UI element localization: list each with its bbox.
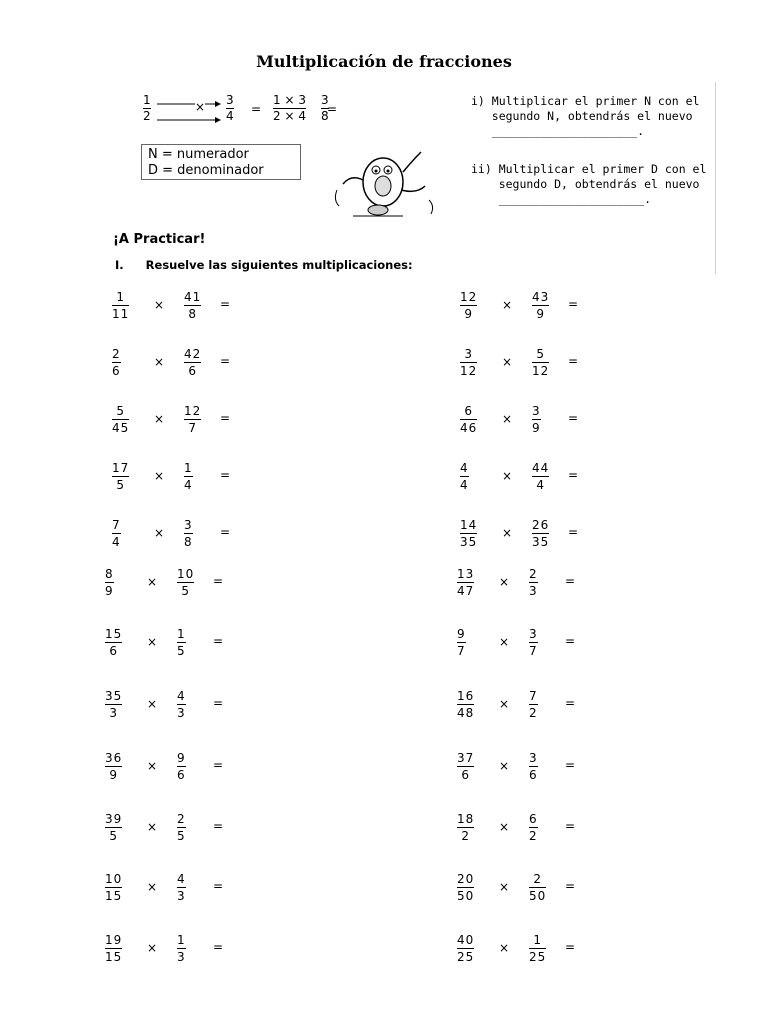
- denominator: 46: [460, 421, 478, 435]
- numerator: 43: [532, 290, 550, 304]
- denominator: 6: [109, 644, 118, 658]
- fraction-bar: [529, 642, 538, 643]
- fraction-b: [177, 751, 186, 782]
- denominator: 3: [177, 706, 186, 720]
- equals-sign: =: [565, 940, 576, 954]
- example-equation: [139, 92, 339, 126]
- exercise-row: [457, 933, 627, 965]
- fraction-bar: [184, 476, 193, 477]
- numerator: 16: [457, 689, 475, 703]
- denominator: 15: [105, 950, 123, 964]
- fraction-b: [529, 627, 538, 658]
- exercise-row: [105, 751, 275, 783]
- explanation-panel: [115, 82, 716, 274]
- exercise-row: [457, 812, 627, 844]
- denominator: 9: [105, 584, 114, 598]
- fraction-bar: [457, 582, 474, 583]
- fraction-b: [177, 689, 186, 720]
- denominator: 7: [188, 421, 197, 435]
- numerator: 9: [177, 751, 186, 765]
- denominator: 3: [109, 706, 118, 720]
- denominator: 12: [532, 364, 550, 378]
- fraction-bar: [112, 362, 121, 363]
- fraction-b: [532, 404, 541, 435]
- fraction-a: [105, 689, 122, 720]
- numerator: 3: [464, 347, 473, 361]
- exercise-row: [105, 689, 275, 721]
- numerator: 18: [457, 812, 475, 826]
- numerator: 36: [105, 751, 123, 765]
- numerator: 10: [105, 872, 123, 886]
- denominator: 50: [529, 889, 547, 903]
- exercise-row: [457, 567, 627, 599]
- numerator: 39: [105, 812, 123, 826]
- equals-sign: =: [213, 879, 224, 893]
- fraction-bar: [105, 642, 122, 643]
- numerator: 3: [532, 404, 541, 418]
- fraction-a: [105, 751, 122, 782]
- equals-sign: =: [565, 879, 576, 893]
- exercise-row: [457, 689, 627, 721]
- definition-numerator: N = numerador: [148, 147, 249, 162]
- denominator: 25: [529, 950, 547, 964]
- fraction-bar: [457, 766, 474, 767]
- exercise-row: [457, 872, 627, 904]
- fraction-bar: [529, 582, 538, 583]
- equals-sign: =: [565, 634, 576, 648]
- denominator: 35: [460, 535, 478, 549]
- exercise-row: [112, 518, 282, 550]
- fraction-bar: [529, 948, 546, 949]
- fraction-b: [532, 290, 549, 321]
- denominator: 6: [177, 768, 186, 782]
- fraction-b: [177, 933, 186, 964]
- fraction-b: [529, 812, 538, 843]
- denominator: 15: [105, 889, 123, 903]
- example-fraction-1: 1 2: [143, 93, 151, 123]
- fraction-a: [457, 812, 474, 843]
- numerator: 1: [116, 290, 125, 304]
- denominator: 8: [188, 307, 197, 321]
- numerator: 44: [532, 461, 550, 475]
- denominator: 4: [460, 478, 469, 492]
- fraction-a: [460, 347, 477, 378]
- fraction-bar: [184, 305, 201, 306]
- numerator: 12: [184, 404, 202, 418]
- times-sign: ×: [147, 759, 158, 773]
- equals-sign: =: [565, 696, 576, 710]
- numerator: 4: [177, 689, 186, 703]
- equals-sign: =: [220, 354, 231, 368]
- fraction-a: [112, 461, 129, 492]
- denominator: 6: [112, 364, 121, 378]
- fraction-b: [529, 933, 546, 964]
- fraction-bar: [177, 642, 186, 643]
- times-sign: ×: [147, 575, 158, 589]
- example-fraction-3: 1 × 3 2 × 4: [273, 93, 306, 123]
- numerator: 5: [536, 347, 545, 361]
- fraction-bar: [460, 476, 469, 477]
- times-sign: ×: [502, 469, 513, 483]
- denominator: 2: [529, 829, 538, 843]
- denominator: 6: [529, 768, 538, 782]
- fraction-bar: [529, 766, 538, 767]
- numerator: 3: [529, 751, 538, 765]
- definition-denominator: D = denominador: [148, 163, 264, 178]
- denominator: 5: [116, 478, 125, 492]
- fraction-a: [112, 518, 121, 549]
- fraction-b: [529, 872, 546, 903]
- fraction-b: [532, 461, 549, 492]
- fraction-a: [457, 627, 466, 658]
- equals-sign: =: [213, 634, 224, 648]
- fraction-bar: [105, 582, 114, 583]
- section-text: Resuelve las siguientes multiplicaciones:: [145, 258, 413, 272]
- exercise-row: [105, 627, 275, 659]
- fraction-bar: [457, 887, 474, 888]
- denominator: 7: [457, 644, 466, 658]
- times-sign: ×: [499, 575, 510, 589]
- denominator: 50: [457, 889, 475, 903]
- numerator: 15: [105, 627, 123, 641]
- fraction-bar: [184, 533, 193, 534]
- fraction-a: [460, 404, 477, 435]
- denominator: 5: [181, 584, 190, 598]
- fraction-a: [105, 627, 122, 658]
- fraction-bar: [529, 704, 538, 705]
- times-sign: ×: [499, 759, 510, 773]
- fraction-bar: [105, 704, 122, 705]
- fraction-bar: [529, 827, 538, 828]
- fraction-bar: [112, 305, 129, 306]
- denominator: 48: [457, 706, 475, 720]
- exercise-row: [460, 290, 630, 322]
- equals-sign: =: [568, 297, 579, 311]
- fraction-b: [177, 627, 186, 658]
- fraction-bar: [105, 827, 122, 828]
- denominator: 3: [177, 950, 186, 964]
- numerator: 8: [105, 567, 114, 581]
- example-equals-2: =: [327, 102, 338, 116]
- example-fraction-2: 3 4: [226, 93, 234, 123]
- times-sign: ×: [154, 412, 165, 426]
- times-sign: ×: [154, 298, 165, 312]
- arrows-icon: [155, 94, 223, 126]
- exercise-row: [105, 812, 275, 844]
- fraction-b: [529, 567, 538, 598]
- denominator: 6: [461, 768, 470, 782]
- fraction-bar: [532, 305, 549, 306]
- denominator: 47: [457, 584, 475, 598]
- numerator: 6: [529, 812, 538, 826]
- equals-sign: =: [565, 574, 576, 588]
- numerator: 2: [533, 872, 542, 886]
- fraction-b: [529, 689, 538, 720]
- times-sign: ×: [499, 697, 510, 711]
- times-sign: ×: [502, 355, 513, 369]
- numerator: 3: [184, 518, 193, 532]
- equals-sign: =: [568, 525, 579, 539]
- times-sign: ×: [502, 412, 513, 426]
- denominator: 45: [112, 421, 130, 435]
- fraction-a: [457, 689, 474, 720]
- exercise-row: [460, 461, 630, 493]
- fraction-bar: [532, 362, 549, 363]
- numerator: 2: [112, 347, 121, 361]
- numerator: 41: [184, 290, 202, 304]
- fraction-b: [184, 290, 201, 321]
- exercise-row: [112, 290, 282, 322]
- fraction-a: [105, 567, 114, 598]
- equals-sign: =: [213, 940, 224, 954]
- fraction-bar: [177, 582, 194, 583]
- equals-sign: =: [220, 468, 231, 482]
- numerator: 1: [533, 933, 542, 947]
- numerator: 4: [177, 872, 186, 886]
- fraction-a: [112, 404, 129, 435]
- fraction-a: [457, 567, 474, 598]
- denominator: 2: [529, 706, 538, 720]
- numerator: 1: [177, 933, 186, 947]
- denominator: 9: [536, 307, 545, 321]
- fraction-bar: [460, 533, 477, 534]
- times-sign: ×: [154, 526, 165, 540]
- numerator: 7: [529, 689, 538, 703]
- fraction-bar: [177, 948, 186, 949]
- exercise-row: [112, 347, 282, 379]
- fraction-bar: [177, 887, 186, 888]
- times-sign: ×: [147, 697, 158, 711]
- practice-heading: ¡A Practicar!: [113, 232, 206, 247]
- times-sign: ×: [147, 820, 158, 834]
- denominator: 6: [188, 364, 197, 378]
- fraction-a: [112, 347, 121, 378]
- denominator: 5: [177, 829, 186, 843]
- numerator: 3: [529, 627, 538, 641]
- fraction-a: [105, 933, 122, 964]
- denominator: 11: [112, 307, 130, 321]
- equals-sign: =: [213, 696, 224, 710]
- fraction-bar: [457, 704, 474, 705]
- equals-sign: =: [220, 297, 231, 311]
- denominator: 5: [177, 644, 186, 658]
- fraction-bar: [184, 362, 201, 363]
- fraction-b: [532, 347, 549, 378]
- equals-sign: =: [565, 758, 576, 772]
- numerator: 37: [457, 751, 475, 765]
- fraction-b: [532, 518, 549, 549]
- exercise-row: [112, 404, 282, 436]
- example-fraction-4: 3 8: [321, 93, 329, 123]
- definitions-box: [141, 144, 301, 180]
- exercise-row: [105, 567, 275, 599]
- fraction-bar: [177, 827, 186, 828]
- numerator: 4: [460, 461, 469, 475]
- exercise-row: [460, 347, 630, 379]
- numerator: 20: [457, 872, 475, 886]
- denominator: 5: [109, 829, 118, 843]
- fraction-a: [460, 461, 469, 492]
- exercise-row: [105, 933, 275, 965]
- times-sign: ×: [147, 941, 158, 955]
- page-title: Multiplicación de fracciones: [256, 52, 512, 71]
- equals-sign: =: [568, 354, 579, 368]
- numerator: 10: [177, 567, 195, 581]
- times-sign: ×: [499, 635, 510, 649]
- exercise-row: [460, 518, 630, 550]
- fraction-bar: [184, 419, 201, 420]
- numerator: 14: [460, 518, 478, 532]
- fraction-a: [457, 751, 474, 782]
- exercise-row: [112, 461, 282, 493]
- fraction-bar: [532, 419, 541, 420]
- fraction-b: [184, 518, 193, 549]
- equals-sign: =: [213, 574, 224, 588]
- exercise-row: [105, 872, 275, 904]
- fraction-b: [184, 404, 201, 435]
- times-sign: ×: [502, 298, 513, 312]
- denominator: 3: [529, 584, 538, 598]
- section-heading: [115, 258, 413, 272]
- fraction-b: [177, 567, 194, 598]
- denominator: 7: [529, 644, 538, 658]
- numerator: 1: [184, 461, 193, 475]
- numerator: 6: [464, 404, 473, 418]
- numerator: 5: [116, 404, 125, 418]
- denominator: 35: [532, 535, 550, 549]
- instruction-ii: ii) Multiplicar el primer D con el segundo D, obtendrás el nuevo _____________________.: [471, 162, 707, 206]
- numerator: 1: [177, 627, 186, 641]
- denominator: 4: [536, 478, 545, 492]
- example-equals-1: =: [251, 102, 262, 116]
- fraction-bar: [460, 419, 477, 420]
- denominator: 9: [109, 768, 118, 782]
- fraction-bar: [532, 476, 549, 477]
- fraction-a: [457, 872, 474, 903]
- equals-sign: =: [568, 468, 579, 482]
- numerator: 2: [177, 812, 186, 826]
- fraction-b: [184, 461, 193, 492]
- exercise-row: [457, 751, 627, 783]
- denominator: 9: [532, 421, 541, 435]
- numerator: 40: [457, 933, 475, 947]
- times-sign: ×: [147, 880, 158, 894]
- fraction-bar: [112, 533, 121, 534]
- numerator: 19: [105, 933, 123, 947]
- fraction-bar: [105, 766, 122, 767]
- times-sign: ×: [499, 820, 510, 834]
- numerator: 17: [112, 461, 130, 475]
- numerator: 12: [460, 290, 478, 304]
- fraction-bar: [457, 642, 466, 643]
- times-sign: ×: [147, 635, 158, 649]
- fraction-b: [529, 751, 538, 782]
- fraction-bar: [177, 766, 186, 767]
- equals-sign: =: [220, 525, 231, 539]
- fraction-bar: [112, 476, 129, 477]
- fraction-bar: [105, 948, 122, 949]
- exercise-row: [457, 627, 627, 659]
- fraction-b: [184, 347, 201, 378]
- equals-sign: =: [565, 819, 576, 833]
- denominator: 2: [461, 829, 470, 843]
- fraction-bar: [112, 419, 129, 420]
- equals-sign: =: [220, 411, 231, 425]
- fraction-a: [460, 518, 477, 549]
- denominator: 8: [184, 535, 193, 549]
- equals-sign: =: [213, 758, 224, 772]
- times-sign: ×: [499, 880, 510, 894]
- times-sign: ×: [154, 469, 165, 483]
- fraction-b: [177, 812, 186, 843]
- equals-sign: =: [568, 411, 579, 425]
- equals-sign: =: [213, 819, 224, 833]
- fraction-a: [112, 290, 129, 321]
- fraction-bar: [460, 305, 477, 306]
- denominator: 9: [464, 307, 473, 321]
- fraction-bar: [457, 948, 474, 949]
- denominator: 25: [457, 950, 475, 964]
- fraction-bar: [460, 362, 477, 363]
- fraction-a: [457, 933, 474, 964]
- denominator: 4: [184, 478, 193, 492]
- fraction-a: [460, 290, 477, 321]
- times-sign: ×: [499, 941, 510, 955]
- numerator: 26: [532, 518, 550, 532]
- fraction-a: [105, 872, 122, 903]
- fraction-bar: [529, 887, 546, 888]
- numerator: 13: [457, 567, 475, 581]
- fraction-b: [177, 872, 186, 903]
- section-number: I.: [115, 258, 124, 272]
- numerator: 35: [105, 689, 123, 703]
- fraction-bar: [532, 533, 549, 534]
- denominator: 4: [112, 535, 121, 549]
- numerator: 2: [529, 567, 538, 581]
- cartoon-mascot-icon: [333, 140, 443, 220]
- numerator: 9: [457, 627, 466, 641]
- exercise-row: [460, 404, 630, 436]
- fraction-bar: [177, 704, 186, 705]
- fraction-a: [105, 812, 122, 843]
- times-sign: ×: [502, 526, 513, 540]
- instruction-i: i) Multiplicar el primer N con el segundo N, obtendrás el nuevo _____________________.: [471, 94, 700, 138]
- denominator: 3: [177, 889, 186, 903]
- numerator: 42: [184, 347, 202, 361]
- example-times: ×: [195, 100, 206, 114]
- times-sign: ×: [154, 355, 165, 369]
- fraction-bar: [457, 827, 474, 828]
- numerator: 7: [112, 518, 121, 532]
- fraction-bar: [105, 887, 122, 888]
- denominator: 12: [460, 364, 478, 378]
